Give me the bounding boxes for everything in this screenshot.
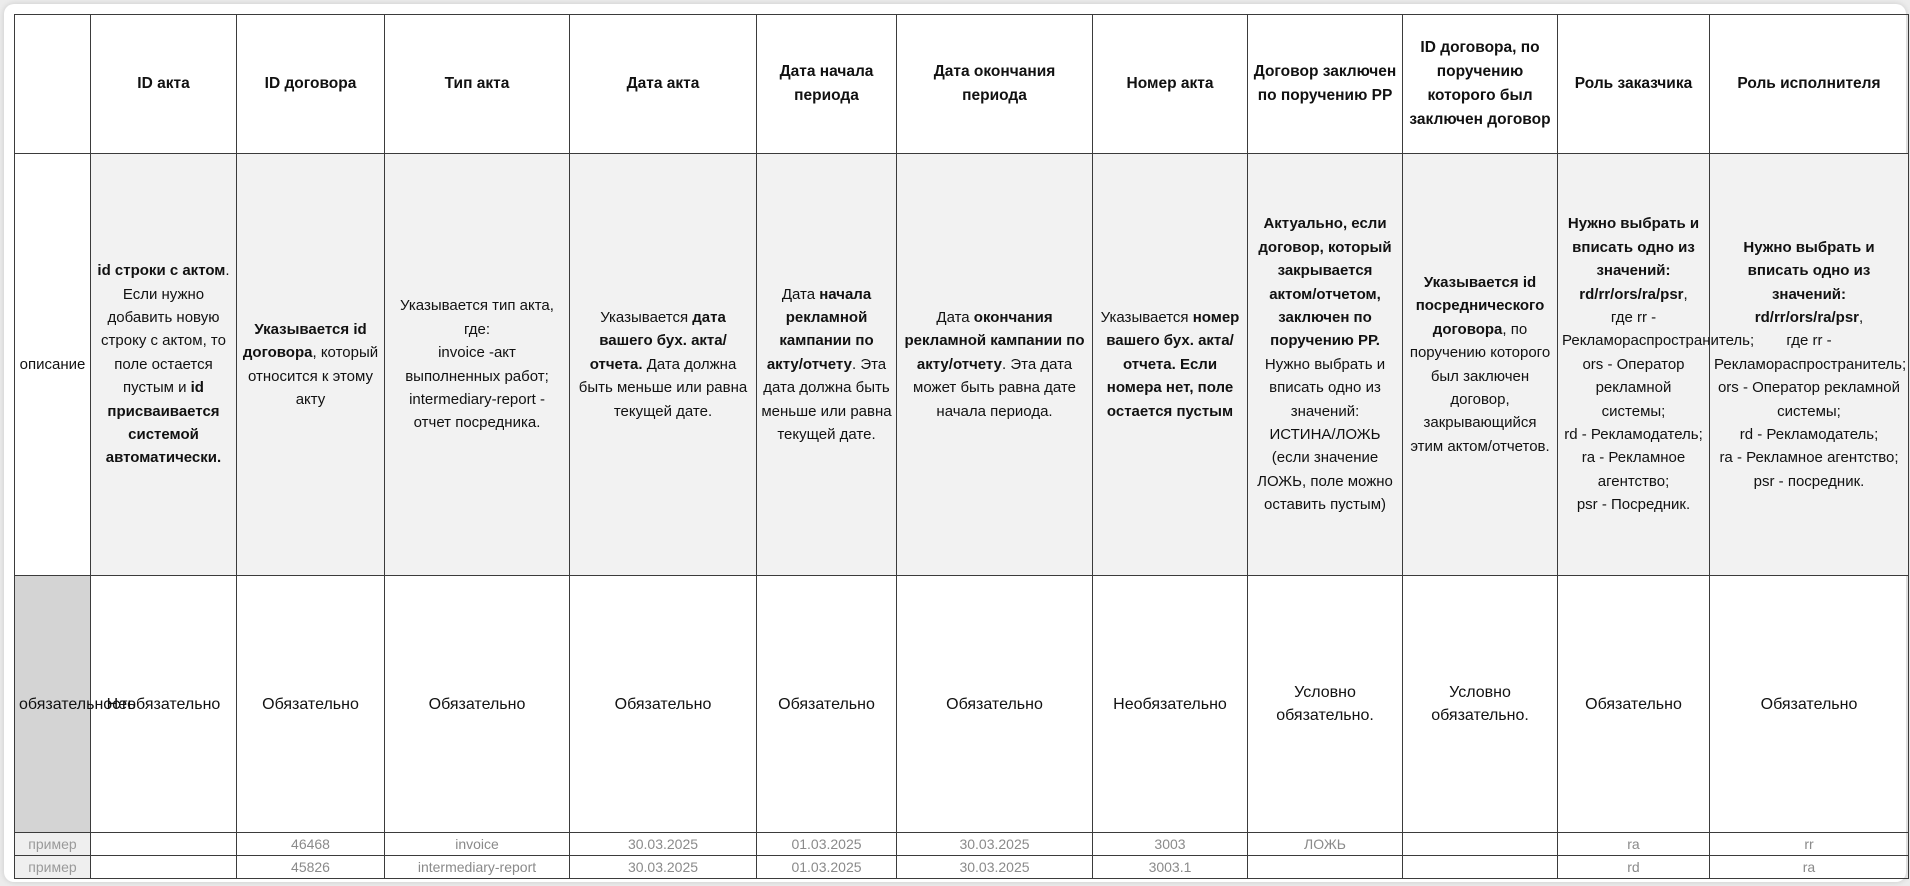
description-fragment: Указывается [1100,308,1193,326]
example-cell-act-type[interactable]: invoice [385,833,570,856]
description-fragment: , который относится к этому акту [248,344,379,408]
column-header-contractor-role[interactable]: Роль исполнителя [1710,15,1909,154]
description-fragment: , где rr - Рекламораспространитель; ors - Оператор рекламной системы; rd - Рекламодатель; ra - Рекламное агентство; psr - посредник. [1714,308,1907,490]
description-fragment: Нужно выбрать и вписать одно из значений: ИСТИНА/ЛОЖЬ (если значение ЛОЖЬ, поле можно оставить пустым) [1257,355,1393,514]
description-fragment: Нужно выбрать и вписать одно из значений: rd/rr/ors/ra/psr [1743,238,1875,326]
description-fragment: . Эта дата может быть равна дате начала периода. [913,355,1076,420]
requirement-cell-period-end[interactable]: Обязательно [897,576,1093,833]
example-cell-agency-contract-id[interactable] [1403,833,1558,856]
description-fragment: Указывается id договора [242,320,367,362]
requirement-cell-act-id[interactable]: Необязательно [91,576,237,833]
description-fragment: id строки с актом [97,262,226,280]
example-cell-period-end[interactable]: 30.03.2025 [897,833,1093,856]
description-cell-agency-contract-id[interactable] [1403,154,1558,576]
column-header-period-end[interactable]: Дата окончания периода [897,15,1093,154]
example-cell-contract-id[interactable]: 45826 [237,856,385,879]
row-label-example[interactable]: пример [15,833,91,856]
description-cell-act-number[interactable] [1093,154,1248,576]
example-row [15,833,1909,856]
column-header-customer-role[interactable]: Роль заказчика [1558,15,1710,154]
example-cell-period-start[interactable]: 01.03.2025 [757,856,897,879]
example-cell-act-number[interactable]: 3003 [1093,833,1248,856]
column-header-period-start[interactable]: Дата начала периода [757,15,897,154]
description-cell-period-end[interactable] [897,154,1093,576]
description-cell-customer-role[interactable] [1558,154,1755,576]
header-row [15,15,1909,154]
example-cell-act-id[interactable] [91,856,237,879]
example-cell-customer-role[interactable]: ra [1558,833,1710,856]
row-label-requirement[interactable]: обязательность [15,576,91,833]
example-cell-act-date[interactable]: 30.03.2025 [570,856,757,879]
example-cell-by-order-rr[interactable] [1248,856,1403,879]
requirement-cell-act-date[interactable]: Обязательно [570,576,757,833]
row-label-description[interactable]: описание [15,154,91,576]
description-fragment: Актуально, если договор, который закрывается актом/отчетом, заключен по поручению РР. [1258,215,1392,350]
description-fragment: Дата [936,308,974,326]
corner-cell[interactable] [15,15,91,154]
example-cell-act-date[interactable]: 30.03.2025 [570,833,757,856]
example-cell-act-number[interactable]: 3003.1 [1093,856,1248,879]
description-fragment: Указывается [600,308,693,326]
spreadsheet-window [4,4,1906,882]
description-cell-act-id[interactable] [91,154,237,576]
description-cell-contractor-role[interactable] [1710,154,1909,576]
description-fragment: номер вашего бух. акта/отчета. Если номера нет, поле остается пустым [1106,308,1240,420]
description-fragment: Нужно выбрать и вписать одно из значений: rd/rr/ors/ra/psr [1567,215,1700,303]
description-cell-by-order-rr[interactable] [1248,154,1403,576]
example-cell-period-start[interactable]: 01.03.2025 [757,833,897,856]
column-header-act-type[interactable]: Тип акта [385,15,570,154]
requirement-cell-act-type[interactable]: Обязательно [385,576,570,833]
column-header-act-id[interactable]: ID акта [91,15,237,154]
description-fragment: окончания рекламной кампании по акту/отчету [904,308,1085,373]
example-cell-contractor-role[interactable]: ra [1710,856,1909,879]
column-header-act-date[interactable]: Дата акта [570,15,757,154]
requirement-cell-customer-role[interactable]: Обязательно [1558,576,1710,833]
description-fragment: Дата должна быть меньше или равна текущей дате. [578,355,748,420]
description-cell-act-type[interactable] [385,154,570,576]
requirement-cell-agency-contract-id[interactable]: Условно обязательно. [1403,576,1558,833]
requirement-cell-act-number[interactable]: Необязательно [1093,576,1248,833]
row-label-example[interactable]: пример [15,856,91,879]
description-fragment: . Эта дата должна быть меньше или равна текущей дате. [761,355,892,444]
acts-spec-table [14,14,1909,879]
column-header-act-number[interactable]: Номер акта [1093,15,1248,154]
example-cell-period-end[interactable]: 30.03.2025 [897,856,1093,879]
description-row [15,154,1909,576]
column-header-by-order-rr[interactable]: Договор заключен по поручению РР [1248,15,1403,154]
description-fragment: Указывается тип акта, где: invoice -акт выполненных работ; intermediary-report - отчет посредника. [400,297,554,432]
example-cell-act-id[interactable] [91,833,237,856]
example-row [15,856,1909,879]
example-cell-contractor-role[interactable]: rr [1710,833,1909,856]
column-header-contract-id[interactable]: ID договора [237,15,385,154]
example-cell-agency-contract-id[interactable] [1403,856,1558,879]
description-cell-contract-id[interactable] [237,154,385,576]
description-fragment: дата вашего бух. акта/отчета. [589,308,727,373]
requirement-cell-contractor-role[interactable]: Обязательно [1710,576,1909,833]
column-header-agency-contract-id[interactable]: ID договора, по поручению которого был заключен договор [1403,15,1558,154]
description-fragment: . Если нужно добавить новую строку с актом, то поле остается пустым и [101,262,230,397]
requirement-cell-by-order-rr[interactable]: Условно обязательно. [1248,576,1403,833]
example-cell-contract-id[interactable]: 46468 [237,833,385,856]
requirement-cell-contract-id[interactable]: Обязательно [237,576,385,833]
requirement-cell-period-start[interactable]: Обязательно [757,576,897,833]
description-fragment: , по поручению которого был заключен договор, закрывающийся этим актом/отчетов. [1409,320,1551,455]
requirement-row [15,576,1909,833]
description-fragment: начала рекламной кампании по акту/отчету [766,285,874,373]
description-fragment: id присваивается системой автоматически. [105,379,222,467]
example-cell-by-order-rr[interactable]: ЛОЖЬ [1248,833,1403,856]
description-cell-act-date[interactable] [570,154,757,576]
description-fragment: , где rr - Рекламораспространитель; ors - Оператор рекламной системы; rd - Рекламодатель; ra - Рекламное агентство; psr - Посредник. [1562,285,1755,514]
example-cell-customer-role[interactable]: rd [1558,856,1710,879]
description-fragment: Дата [781,285,820,303]
example-cell-act-type[interactable]: intermediary-report [385,856,570,879]
description-fragment: Указывается id посреднического договора [1415,273,1545,338]
description-cell-period-start[interactable] [757,154,897,576]
